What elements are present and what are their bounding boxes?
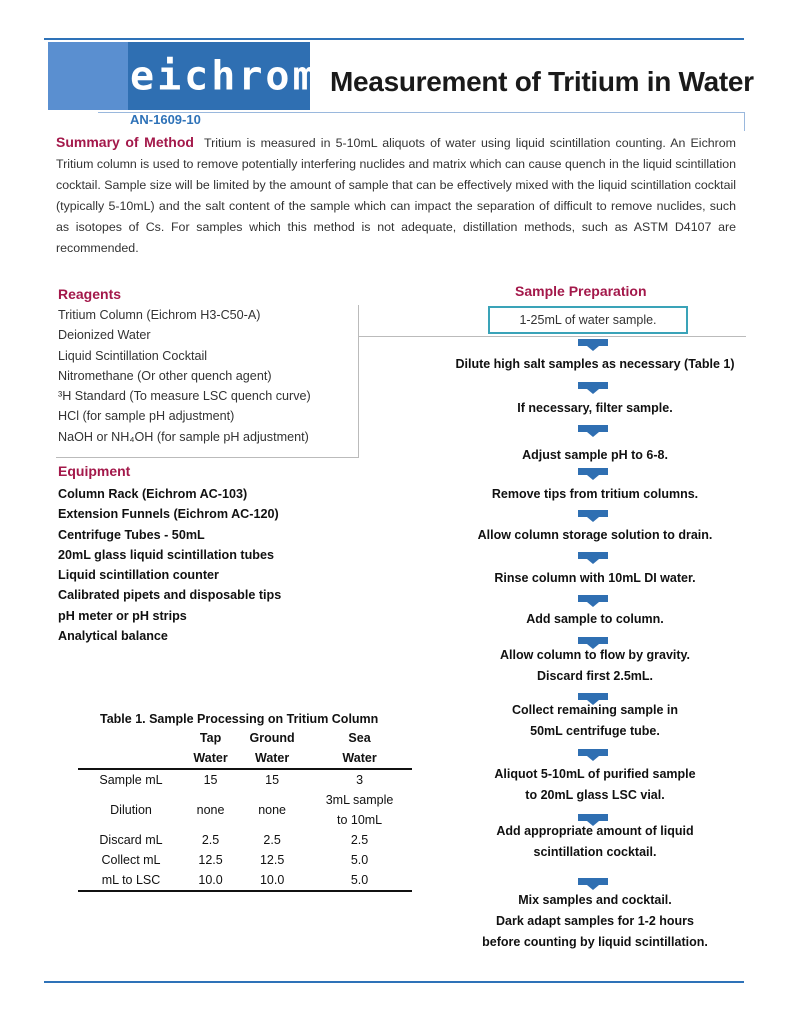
table-cell	[184, 790, 237, 830]
down-arrow-icon	[578, 467, 608, 485]
equipment-item: Column Rack (Eichrom AC-103)	[58, 487, 248, 501]
reagent-item: NaOH or NH₄OH (for sample pH adjustment)	[58, 429, 309, 444]
table-cell	[237, 850, 307, 870]
down-arrow-icon	[578, 424, 608, 442]
cell-line: 15	[203, 773, 218, 787]
row-label: Sample mL	[99, 773, 163, 787]
flow-step-line: Rinse column with 10mL DI water.	[494, 571, 696, 585]
flow-step-line: Add appropriate amount of liquid	[496, 824, 694, 838]
flow-step-line: Dark adapt samples for 1-2 hours	[496, 914, 694, 928]
table-cell	[237, 830, 307, 850]
reagents-list	[58, 305, 311, 447]
table-column-header: Water	[307, 748, 412, 769]
flow-step	[440, 445, 750, 466]
table-header-blank	[78, 728, 184, 748]
cell-line: 2.5	[201, 833, 220, 847]
flow-step-line: to 20mL glass LSC vial.	[525, 788, 665, 802]
cell-line: 5.0	[350, 853, 369, 867]
flow-step-line: Mix samples and cocktail.	[518, 893, 672, 907]
row-label: mL to LSC	[78, 870, 184, 891]
sample-prep-heading: Sample Preparation	[515, 283, 647, 299]
down-arrow-icon	[578, 381, 608, 399]
table-column-header: Ground	[249, 731, 295, 745]
table-cell	[307, 769, 412, 790]
equipment-item: Liquid scintillation counter	[58, 568, 219, 583]
flow-step-line: Collect remaining sample in	[511, 703, 678, 717]
table-row	[78, 830, 412, 850]
flow-step-line: Adjust sample pH to 6-8.	[522, 448, 668, 462]
cell-line: to 10mL	[336, 813, 383, 827]
table-cell	[307, 870, 412, 891]
reagent-item: HCl (for sample pH adjustment)	[58, 409, 235, 424]
equipment-item: Extension Funnels (Eichrom AC-120)	[58, 507, 279, 522]
table-cell	[184, 850, 237, 870]
summary-of-method	[56, 132, 736, 259]
equipment-item: Centrifuge Tubes - 50mL	[58, 527, 205, 542]
cell-line: 3	[356, 773, 364, 787]
flow-step	[440, 354, 750, 375]
reagent-item: Tritium Column (Eichrom H3-C50-A)	[58, 308, 261, 322]
table-row	[78, 769, 412, 790]
eichrom-logo: eichrom®	[130, 53, 329, 100]
flow-step-line: Remove tips from tritium columns.	[491, 487, 699, 501]
table-title: Table 1. Sample Processing on Tritium Column	[100, 712, 379, 726]
cell-line: 2.5	[350, 833, 369, 847]
processing-table	[78, 728, 412, 892]
flow-step-line: If necessary, filter sample.	[517, 401, 673, 415]
flow-step-line: Allow column to flow by gravity.	[499, 648, 691, 662]
table-cell	[237, 769, 307, 790]
table-row	[78, 790, 412, 830]
table-cell	[237, 870, 307, 891]
reagent-item: Nitromethane (Or other quench agent)	[58, 368, 272, 383]
table-column-header: Tap	[199, 731, 222, 745]
cell-line: none	[196, 803, 225, 817]
bottom-rule	[44, 981, 744, 983]
flow-step	[440, 568, 750, 589]
doc-number: AN-1609-10	[130, 112, 201, 127]
table-row	[78, 850, 412, 870]
cell-line: 5.0	[350, 873, 369, 887]
equipment-item: pH meter or pH strips	[58, 608, 187, 623]
table-cell	[184, 870, 237, 891]
flow-step	[440, 700, 750, 742]
table-cell	[307, 830, 412, 850]
cell-line: 10.0	[198, 873, 223, 887]
flow-step	[440, 484, 750, 505]
flow-step-line: scintillation cocktail.	[533, 845, 657, 859]
top-rule	[44, 38, 744, 40]
cell-line: 12.5	[198, 853, 223, 867]
table-row	[78, 870, 412, 891]
reagents-heading: Reagents	[58, 286, 122, 302]
logo-stripe	[48, 42, 128, 110]
flow-step-line: Add sample to column.	[526, 612, 664, 626]
equipment-item: 20mL glass liquid scintillation tubes	[58, 547, 275, 562]
table-cell	[307, 850, 412, 870]
table-header-blank	[78, 748, 184, 769]
row-label: Dilution	[110, 803, 152, 817]
equipment-item: Analytical balance	[58, 629, 168, 644]
table-cell	[184, 830, 237, 850]
summary-text: Tritium is measured in 5-10mL aliquots of water using liquid scintillation counting. An Eichrom Tritium column is used to remove potentially interfering nuclides and matrix which can cause quench in the liquid scintillation cocktail. Sample size will be limited by the amount of sample that can be effectively mixed with the liquid scintillation cocktail (typically 5-10mL) and the salt content of the sample which can impact the separation of difficult to remove nuclides, such as isotopes of Cs. For samples which this method is not adequate, distillation methods, such as ASTM D4107 are recommended.	[56, 136, 736, 255]
flow-step	[440, 821, 750, 863]
connector-line	[358, 336, 746, 337]
flow-step	[440, 890, 750, 953]
reagent-item: ³H Standard (To measure LSC quench curve)	[58, 389, 311, 404]
table-column-header: Water	[237, 748, 307, 769]
page-title: Measurement of Tritium in Water	[330, 66, 754, 97]
cell-line: 12.5	[259, 853, 285, 867]
flow-step-line: Aliquot 5-10mL of purified sample	[494, 767, 696, 781]
flow-step-line: Allow column storage solution to drain.	[477, 528, 713, 542]
flow-step	[440, 609, 750, 630]
flow-step-line: Dilute high salt samples as necessary (Table 1)	[455, 357, 735, 371]
equipment-item: Calibrated pipets and disposable tips	[58, 588, 282, 603]
table-column-header: Water	[184, 748, 237, 769]
flow-step-line: before counting by liquid scintillation.	[482, 935, 708, 949]
down-arrow-icon	[578, 551, 608, 569]
flow-step-line: 50mL centrifuge tube.	[530, 724, 660, 738]
equipment-heading: Equipment	[58, 463, 131, 479]
first-step-box: 1-25mL of water sample.	[488, 306, 688, 334]
cell-line: 15	[265, 773, 280, 787]
flow-step	[440, 645, 750, 687]
cell-line: 2.5	[263, 833, 281, 847]
flow-step	[440, 764, 750, 806]
flow-step	[440, 398, 750, 419]
flow-step-line: Discard first 2.5mL.	[536, 669, 653, 683]
reagent-item: Liquid Scintillation Cocktail	[58, 348, 208, 363]
row-label: Collect mL	[101, 853, 161, 867]
row-label: Discard mL	[99, 833, 163, 847]
summary-heading: Summary of Method	[56, 134, 194, 150]
flow-step	[440, 525, 750, 546]
equipment-list	[58, 484, 281, 646]
cell-line: 3mL sample	[325, 793, 394, 807]
table-column-header: Sea	[348, 731, 371, 745]
table-cell	[237, 790, 307, 830]
table-cell	[184, 769, 237, 790]
table-cell	[307, 790, 412, 830]
reagent-item: Deionized Water	[58, 328, 151, 343]
cell-line: 10.0	[259, 873, 285, 887]
cell-line: none	[258, 803, 287, 817]
